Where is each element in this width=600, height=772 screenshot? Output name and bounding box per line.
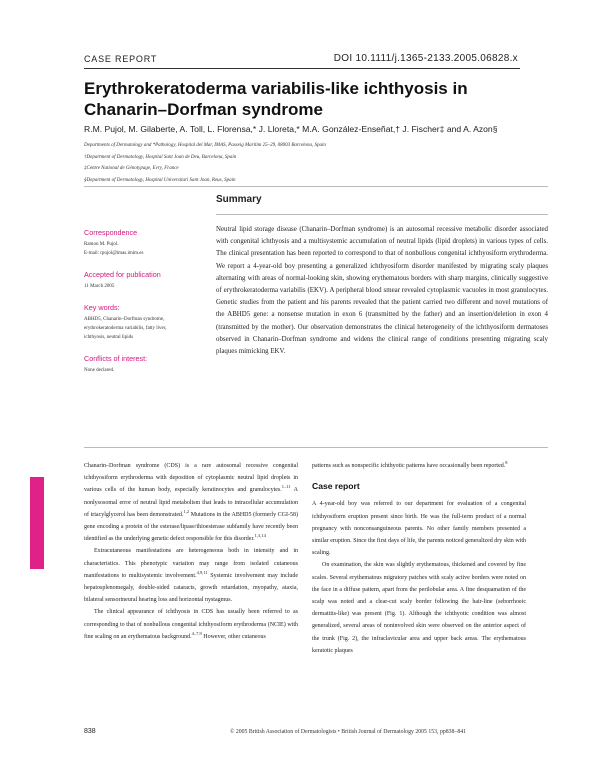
body-column-left: [84, 460, 298, 643]
body-paragraph: A 4-year-old boy was referred to our department for evaluation of a congenital ichthyosiform eruption present since birth. He was the full-term product of a normal pregnancy with nonconsanguineous parents. No other family members presented a similar eruption. Since the first days of life, the parents noticed generalized dry skin with scaling.: [312, 501, 526, 557]
section-divider: [84, 186, 548, 187]
abstract-text: Neutral lipid storage disease (Chanarin–Dorfman syndrome) is an autosomal recessive metabolic disorder associated with congenital ichthyosis and a multisystemic accumulation of neutral lipids (lipid droplets) in various types of cells. The clinical presentation has been reported to correspond to that of nonbullous congenital ichthyosiform erythroderma. We report a 4-year-old boy presenting a generalized ichthyosiform disorder manifested by migrating scaly plaques alternating with areas of normal-looking skin, showing erythematous borders with sharp margins, clinically suggestive of erythrokeratoderma variabilis (EKV). A peripheral blood smear revealed cytoplasmic vacuoles in most granulocytes. Genetic studies from the patient and his parents revealed that the patient carried two different and novel mutations of the ABHD5 gene: a nonsense mutation in exon 6 (transmitted by the father) and an insertion/deletion in exon 4 (transmitted by the mother). Our observation demonstrates the clinical heterogeneity of the ichthyosiform dermatoses observed in Chanarin–Dorfman syndrome and widens the clinical range of conditions presenting migrating scaly plaques mimicking EKV.: [216, 226, 548, 356]
article-title: Erythrokeratoderma variabilis-like ichthyosis in Chanarin–Dorfman syndrome: [84, 79, 468, 119]
accepted-block: [84, 270, 204, 291]
article-type-label: CASE REPORT: [84, 54, 158, 64]
header-divider: [84, 68, 520, 69]
body-paragraph: Chanarin–Dorfman syndrome (CDS) is a rare autosomal recessive congenital ichthyosiform erythroderma with deposition of cytoplasmic neutral lipid droplets in various cells of the human body, especially keratinocytes and granulocytes.$^{1-11}$ A nonlysosomal error of neutral lipid metabolism that leads to intracellular accumulation of triacylglycerol has been demonstrated.$^{1,2}$ Mutations in the ABHD5 (formerly CGI-58) gene encoding a protein of the esterase/lipase/thioesterase subfamily have recently been identified as the underlying genetic defect responsible for this disorder.$^{1,3,14}$: [84, 463, 298, 543]
citation-ref[interactable]: 1,2: [183, 508, 190, 514]
keywords-line: erythrokeratoderma variabilis, fatty liver,: [84, 326, 167, 331]
body-paragraph: The clinical appearance of ichthyosis in CDS has usually been referred to as corresponding to that of nonbullous congenital ichthyosiform erythroderma (NCIE) with fine scaling on an erythematous background.$^{4-7,9}$ However, other cutaneous: [84, 609, 298, 640]
affiliation-line: †Department of Dermatology, Hospital Sant Joan de Deu, Barcelona, Spain: [84, 154, 237, 160]
correspondence-name: Ramon M. Pujol.: [84, 242, 119, 247]
correspondence-heading: Correspondence: [84, 228, 138, 237]
page-margin-marker: [30, 477, 44, 569]
summary-heading: Summary: [216, 194, 262, 205]
body-paragraph: On examination, the skin was slightly erythematous, thickened and covered by fine scales. Several erythematous migratory patches with scaly active borders were noted on the face in a diffuse pattern, apart from the perilobular area. A fine desquamation of the scalp was noted and a clear-cut scaly border following the hair-line (seborrhoeic dermatitis-like) was present (Fig. 1). Although the ichthyotic condition was almost generalized, several areas of noninvolved skin were observed on the anterior aspect of the trunk (Fig. 2), the infraclavicular area and upper back areas. The erythematous keratotic plaques: [312, 562, 526, 654]
keywords-heading: Key words:: [84, 303, 120, 312]
correspondence-email[interactable]: E-mail: rpujol@imas.imim.es: [84, 251, 144, 256]
conflicts-text: None declared.: [84, 368, 115, 373]
affiliations: [84, 140, 514, 186]
doi-link[interactable]: DOI 10.1111/j.1365-2133.2005.06828.x: [333, 53, 518, 64]
conflicts-heading: Conflicts of interest:: [84, 354, 148, 363]
article-sidebar: [84, 228, 204, 387]
body-column-right: [312, 460, 526, 657]
page-number: 838: [84, 728, 96, 735]
summary-divider: [216, 214, 548, 215]
accepted-date: 11 March 2005: [84, 284, 115, 289]
keywords-line: ABHD5, Chanarin–Dorfman syndrome,: [84, 317, 165, 322]
citation-ref[interactable]: 4–7,9: [191, 630, 202, 636]
body-divider: [84, 447, 548, 448]
citation-ref[interactable]: 4,9,11: [196, 569, 208, 575]
body-paragraph: Extracutaneous manifestations are heterogeneous both in intensity and in characteristics. This phenotypic variation may range from isolated cutaneous manifestations to multisystemic involvement.$^{4,9,11}$ Systemic involvement may include hepatosplenomegaly, double-sided cataracts, growth retardation, myopathy, ataxia, bilateral sensorineural hearing loss and horizontal nystagmus.: [84, 548, 298, 604]
citation-ref[interactable]: 1–11: [281, 484, 291, 490]
keywords-line: ichthyosis, neutral lipids: [84, 335, 134, 340]
citation-ref[interactable]: 8: [505, 460, 508, 465]
accepted-heading: Accepted for publication: [84, 270, 161, 279]
body-paragraph: patterns such as nonspecific ichthyotic patterns have occasionally been reported.$^8$: [312, 460, 508, 469]
correspondence-block: [84, 228, 204, 258]
case-report-heading: Case report: [312, 481, 360, 492]
affiliation-line: ‡Centre National de Génotypage, Evry, France: [84, 166, 179, 171]
author-list: R.M. Pujol, M. Gilaberte, A. Toll, L. Florensa,* J. Lloreta,* M.A. González-Enseñat,† J. Fischer‡ and A. Azon§: [84, 124, 498, 134]
affiliation-line: §Department of Dermatology, Hospital Universitari Sant Joan, Reus, Spain: [84, 177, 236, 183]
keywords-block: [84, 303, 204, 342]
conflicts-block: [84, 354, 204, 375]
journal-credit: © 2005 British Association of Dermatologists • British Journal of Dermatology 2005 153, pp838–841: [230, 729, 467, 735]
affiliation-line: Departments of Dermatology and *Pathology, Hospital del Mar, IMAS, Passeig Marítim 25–29, 08003 Barcelona, Spain: [84, 143, 326, 148]
citation-ref[interactable]: 1,3,14: [254, 533, 266, 539]
